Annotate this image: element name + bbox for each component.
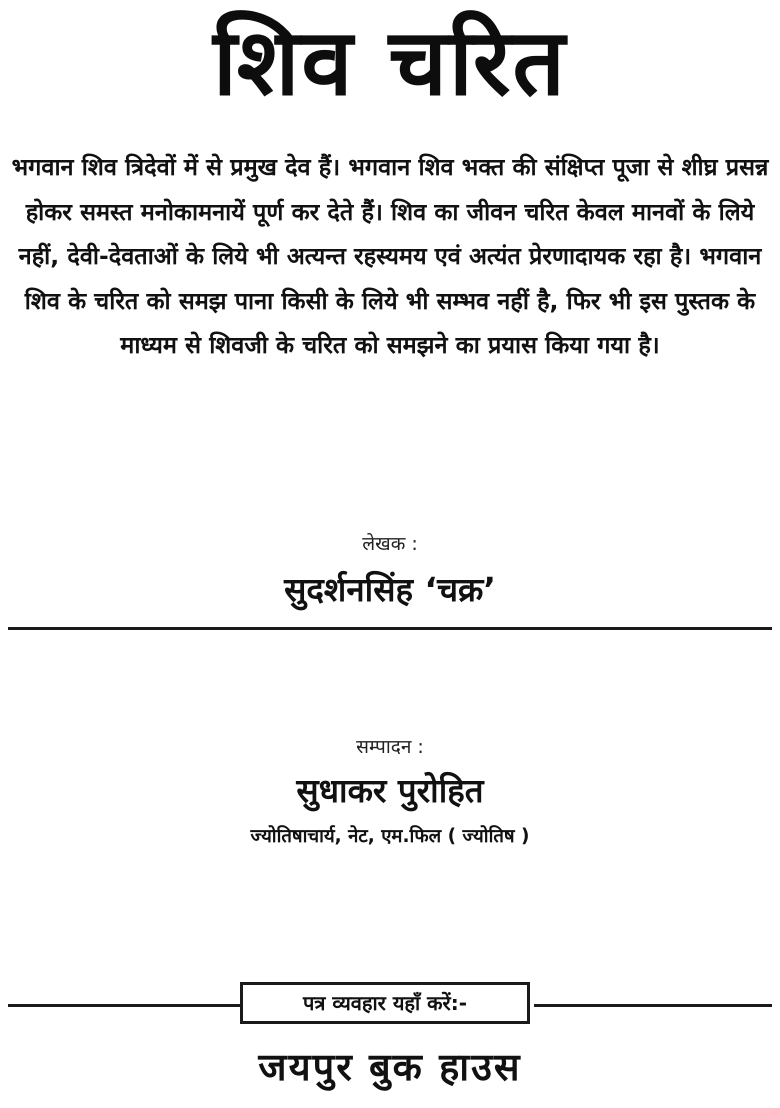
editor-qualifications: ज्योतिषाचार्य, नेट, एम.फिल ( ज्योतिष ) [250,826,530,847]
book-title: शिव चरित [213,9,567,116]
editor-name: सुधाकर पुरोहित [296,771,484,810]
author-name: सुदर्शनसिंह ‘चक्र’ [284,570,496,609]
author-label: लेखक : [362,533,418,555]
contact-divider-left [8,1004,240,1007]
contact-label: पत्र व्यवहार यहाँ करें:- [240,982,530,1024]
divider-line [8,627,772,630]
editor-label: सम्पादन : [356,736,424,758]
contact-banner [8,982,772,1030]
book-description: भगवान शिव त्रिदेवों में से प्रमुख देव हैं। भगवान शिव भक्त की संक्षिप्त पूजा से शीघ्र प्रसन्न होकर समस्त मनोकामनायें पूर्ण कर देते हैं। शिव का जीवन चरित केवल मानवों के लिये नहीं, देवी-देवताओं के लिये भी अत्यन्त रहस्यमय एवं अत्यंत प्रेरणादायक रहा है। भगवान शिव के चरित को समझ पाना किसी के लिये भी सम्भव नहीं है, फिर भी इस पुस्तक के माध्यम से शिवजी के चरित को समझने का प्रयास किया गया है। [11,153,769,359]
contact-divider-right [534,1004,772,1007]
publisher-name: जयपुर बुक हाउस [258,1045,522,1089]
